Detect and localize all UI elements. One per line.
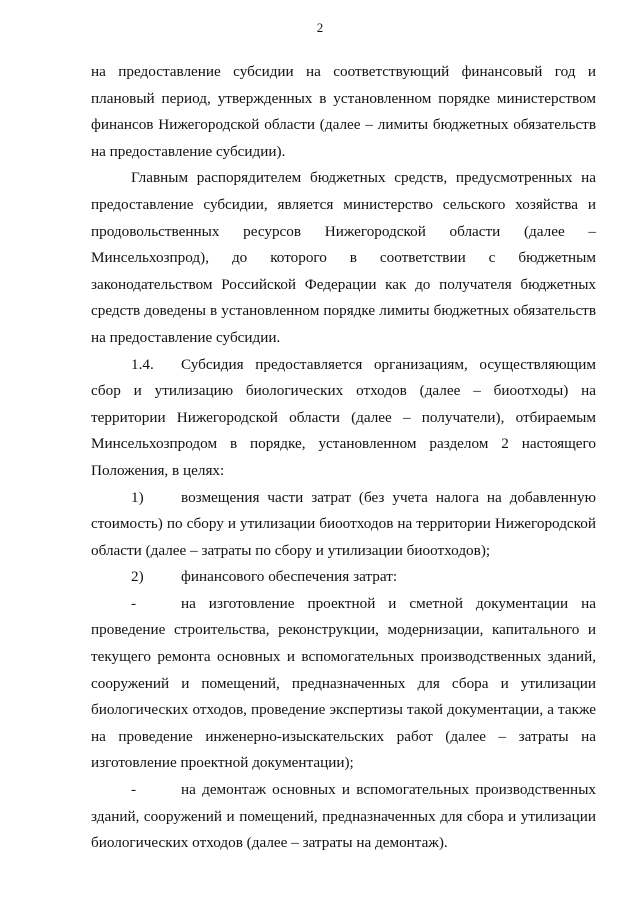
dash-item-text: на демонтаж основных и вспомогательных производственных зданий, сооружений и помещений, предназначенных для сбора и утилизации биологических отходов (далее – затраты на демонтаж). — [91, 781, 596, 852]
list-item-text: финансового обеспечения затрат: — [181, 568, 398, 586]
dash-marker: - — [131, 594, 137, 612]
list-marker: 1) — [131, 488, 144, 506]
clause-number: 1.4. — [131, 355, 154, 373]
dash-marker: - — [131, 781, 137, 799]
list-item-1 — [91, 485, 596, 565]
dash-item-design-docs — [91, 591, 596, 777]
list-item-text: возмещения части затрат (без учета налога на добавленную стоимость) по сбору и утилизации биоотходов на территории Нижегородской области (далее – затраты по сбору и утилизации биоотходов); — [91, 488, 596, 559]
page-number: 2 — [316, 20, 324, 35]
dash-item-demolition — [91, 777, 596, 857]
document-body — [91, 59, 596, 857]
paragraph-1-4 — [91, 352, 596, 485]
paragraph-limits: на предоставление субсидии на соответствующий финансовый год и плановый период, утвержденных в установленном порядке министерством финансов Нижегородской области (далее – лимиты бюджетных обязательств на предоставление субсидии). — [91, 63, 596, 160]
list-item-2 — [91, 564, 596, 591]
paragraph-main-administrator: Главным распорядителем бюджетных средств, предусмотренных на предоставление субсидии, является министерство сельского хозяйства и продовольственных ресурсов Нижегородской области (далее – Минсельхозпрод), до которого в соответствии с бюджетным законодательством Российской Федерации как до получателя бюджетных средств доведены в установленном порядке лимиты бюджетных обязательств на предоставление субсидии. — [91, 169, 596, 346]
dash-item-text: на изготовление проектной и сметной документации на проведение строительства, реконструкции, модернизации, капитального и текущего ремонта основных и вспомогательных производственных зданий, сооружений и помещений, предназначенных для сбора и утилизации биологических отходов, проведение экспертизы такой документации, а также на проведение инженерно-изыскательских работ (далее – затраты на изготовление проектной документации); — [91, 594, 596, 772]
clause-text: Субсидия предоставляется организациям, осуществляющим сбор и утилизацию биологических отходов (далее – биоотходы) на территории Нижегородской области (далее – получатели), отбираемым Минсельхозпродом в порядке, установленном разделом 2 настоящего Положения, в целях: — [91, 355, 596, 479]
list-marker: 2) — [131, 568, 144, 586]
